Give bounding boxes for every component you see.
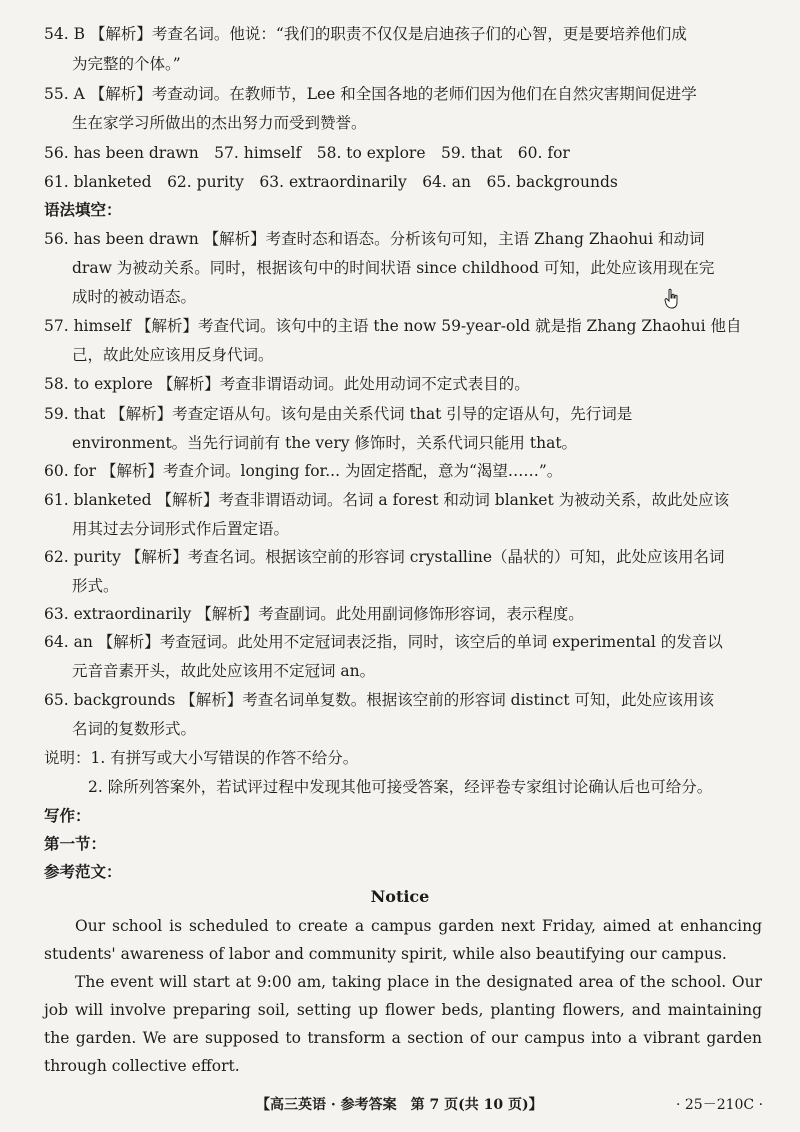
explanation-62-line1: 62. purity 【解析】考查名词。根据该空前的形容词 crystalline（晶状的）可知，此处应该用名词 (44, 548, 725, 566)
section-heading-part1: 第一节： (44, 834, 107, 853)
explanation-63: 63. extraordinarily 【解析】考查副词。此处用副词修饰形容词，表示程度。 (44, 605, 584, 623)
explanation-58: 58. to explore 【解析】考查非谓语动词。此处用动词不定式表目的。 (44, 375, 530, 393)
note-1: 说明：1. 有拼写或大小写错误的作答不给分。 (44, 749, 359, 767)
section-heading-sample: 参考范文： (44, 862, 122, 881)
explanation-64-line2: 元音音素开头，故此处应该用不定冠词 an。 (72, 662, 376, 680)
explanation-59-line2: environment。当先行词前有 the very 修饰时，关系代词只能用 that。 (72, 434, 578, 452)
essay-paragraph-2: The event will start at 9:00 am, taking place in the designated area of the school. Our job will involve preparing soil, setting up flower beds, planting flowers, and maintaining the garden. We are supposed to transform a section of our campus into a vibrant garden through collective effort. (44, 973, 762, 1075)
answers-56-60: 56. has been drawn 57. himself 58. to explore 59. that 60. for (44, 144, 570, 162)
explanation-61-line2: 用其过去分词形式作后置定语。 (72, 520, 290, 538)
explanation-59-line1: 59. that 【解析】考查定语从句。该句是由关系代词 that 引导的定语从句，先行词是 (44, 405, 633, 423)
essay-title: Notice (370, 887, 430, 906)
explanation-65-line2: 名词的复数形式。 (72, 720, 197, 738)
explanation-57-line1: 57. himself 【解析】考查代词。该句中的主语 the now 59-year-old 就是指 Zhang Zhaohui 他自 (44, 317, 742, 335)
answers-61-65: 61. blanketed 62. purity 63. extraordinarily 64. an 65. backgrounds (44, 173, 618, 191)
explanation-61-line1: 61. blanketed 【解析】考查非谓语动词。名词 a forest 和动词 blanket 为被动关系，故此处应该 (44, 491, 730, 509)
page-footer: 【高三英语 · 参考答案 第 7 页(共 10 页)】 (256, 1097, 543, 1113)
answer-54-line1: 54. B 【解析】考查名词。他说：“我们的职责不仅仅是启迪孩子们的心智，更是要培养他们成 (44, 25, 687, 43)
answer-55-line2: 生在家学习所做出的杰出努力而受到赞誉。 (72, 114, 367, 132)
explanation-65-line1: 65. backgrounds 【解析】考查名词单复数。根据该空前的形容词 distinct 可知，此处应该用该 (44, 691, 715, 709)
explanation-56-line3: 成时的被动语态。 (72, 288, 197, 306)
hand-cursor-icon (664, 288, 680, 310)
answer-55-line1: 55. A 【解析】考查动词。在教师节，Lee 和全国各地的老师们因为他们在自然灾害期间促进学 (44, 85, 697, 103)
essay-body (44, 912, 762, 1080)
explanation-62-line2: 形式。 (72, 577, 119, 595)
explanation-56-line1: 56. has been drawn 【解析】考查时态和语态。分析该句可知，主语 Zhang Zhaohui 和动词 (44, 230, 705, 248)
note-2: 2. 除所列答案外，若试评过程中发现其他可接受答案，经评卷专家组讨论确认后也可给分。 (88, 778, 713, 796)
essay-paragraph-1: Our school is scheduled to create a campus garden next Friday, aimed at enhancing students' awareness of labor and community spirit, while also beautifying our campus. (44, 917, 762, 963)
doc-code: · 25－210C · (676, 1097, 764, 1113)
explanation-56-line2: draw 为被动关系。同时，根据该句中的时间状语 since childhood 可知，此处应该用现在完 (72, 259, 715, 277)
explanation-60: 60. for 【解析】考查介词。longing for... 为固定搭配，意为“渴望……”。 (44, 462, 563, 480)
answer-54-line2: 为完整的个体。” (72, 55, 181, 73)
explanation-57-line2: 己，故此处应该用反身代词。 (72, 346, 274, 364)
section-heading-writing: 写作： (44, 806, 91, 825)
explanation-64-line1: 64. an 【解析】考查冠词。此处用不定冠词表泛指，同时，该空后的单词 experimental 的发音以 (44, 633, 723, 651)
section-heading-grammar: 语法填空： (44, 200, 122, 219)
